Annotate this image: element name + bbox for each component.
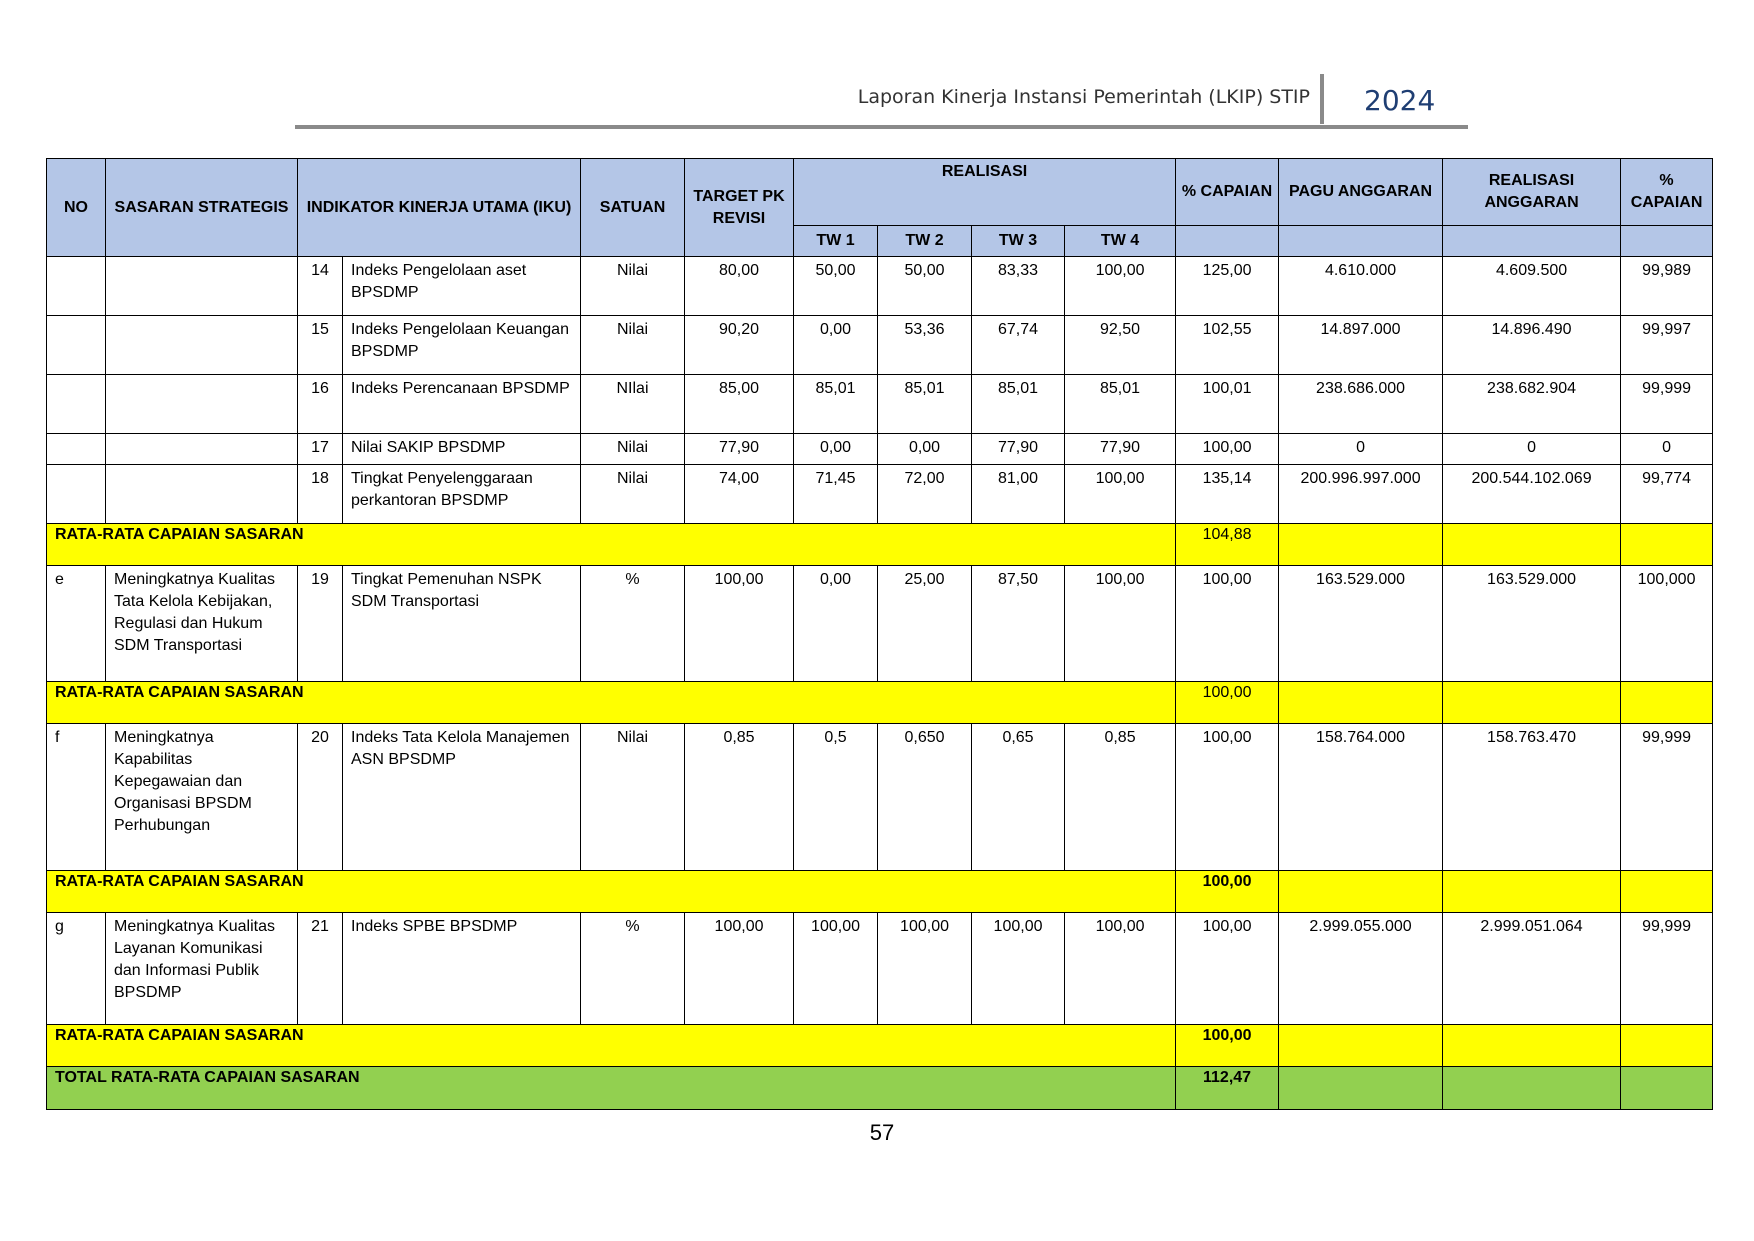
col-realisasi-anggaran: REALISASI ANGGARAN xyxy=(1443,159,1621,226)
col-tw2: TW 2 xyxy=(878,226,972,257)
total-label: TOTAL RATA-RATA CAPAIAN SASARAN xyxy=(47,1067,1176,1110)
col-tw3: TW 3 xyxy=(972,226,1065,257)
col-sasaran: SASARAN STRATEGIS xyxy=(106,159,298,257)
col-capaian-2: % CAPAIAN xyxy=(1621,159,1713,226)
report-year: 2024 xyxy=(1364,84,1436,117)
subtotal-row xyxy=(47,1025,1713,1067)
col-target: TARGET PK REVISI xyxy=(685,159,794,257)
table-row: e Meningkatnya Kualitas Tata Kelola Kebijakan, Regulasi dan Hukum SDM Transportasi 19 Tingkat Pemenuhan NSPK SDM Transportasi % 100,00 0,00 25,00 87,50 100,00 100,00 163.529.000 163.529.000 100,000 xyxy=(47,566,1713,682)
header-rule xyxy=(295,125,1468,129)
total-row xyxy=(47,1067,1713,1110)
col-blank-1 xyxy=(1176,226,1279,257)
subtotal-value: 104,88 xyxy=(1176,524,1279,566)
subtotal-row xyxy=(47,682,1713,724)
subtotal-label: RATA-RATA CAPAIAN SASARAN xyxy=(47,682,1176,724)
subtotal-label: RATA-RATA CAPAIAN SASARAN xyxy=(47,871,1176,913)
subtotal-value: 100,00 xyxy=(1176,1025,1279,1067)
performance-table xyxy=(46,158,1713,1110)
subtotal-value: 100,00 xyxy=(1176,871,1279,913)
col-no: NO xyxy=(47,159,106,257)
header-divider xyxy=(1320,74,1324,124)
table-row: 16 Indeks Perencanaan BPSDMP NIlai 85,00 85,01 85,01 85,01 85,01 100,01 238.686.000 238.682.904 99,999 xyxy=(47,375,1713,434)
col-iku: INDIKATOR KINERJA UTAMA (IKU) xyxy=(298,159,581,257)
col-tw1: TW 1 xyxy=(794,226,878,257)
table-row: 14 Indeks Pengelolaan aset BPSDMP Nilai 80,00 50,00 50,00 83,33 100,00 125,00 4.610.000 4.609.500 99,989 xyxy=(47,257,1713,316)
col-blank-4 xyxy=(1621,226,1713,257)
page-number: 57 xyxy=(869,1120,895,1145)
col-capaian: % CAPAIAN xyxy=(1176,159,1279,226)
subtotal-row xyxy=(47,524,1713,566)
subtotal-row xyxy=(47,871,1713,913)
table-row: f Meningkatnya Kapabilitas Kepegawaian dan Organisasi BPSDM Perhubungan 20 Indeks Tata Kelola Manajemen ASN BPSDMP Nilai 0,85 0,5 0,650 0,65 0,85 100,00 158.764.000 158.763.470 99,999 xyxy=(47,724,1713,871)
report-title: Laporan Kinerja Instansi Pemerintah (LKIP) STIP xyxy=(857,86,1310,108)
col-realisasi: REALISASI xyxy=(794,159,1176,226)
subtotal-value: 100,00 xyxy=(1176,682,1279,724)
subtotal-label: RATA-RATA CAPAIAN SASARAN xyxy=(47,524,1176,566)
col-pagu: PAGU ANGGARAN xyxy=(1279,159,1443,226)
total-value: 112,47 xyxy=(1176,1067,1279,1110)
table-row: 18 Tingkat Penyelenggaraan perkantoran BPSDMP Nilai 74,00 71,45 72,00 81,00 100,00 135,14 200.996.997.000 200.544.102.069 99,774 xyxy=(47,465,1713,524)
table-row: g Meningkatnya Kualitas Layanan Komunikasi dan Informasi Publik BPSDMP 21 Indeks SPBE BPSDMP % 100,00 100,00 100,00 100,00 100,00 100,00 2.999.055.000 2.999.051.064 99,999 xyxy=(47,913,1713,1025)
subtotal-label: RATA-RATA CAPAIAN SASARAN xyxy=(47,1025,1176,1067)
col-blank-3 xyxy=(1443,226,1621,257)
table-row: 15 Indeks Pengelolaan Keuangan BPSDMP Nilai 90,20 0,00 53,36 67,74 92,50 102,55 14.897.000 14.896.490 99,997 xyxy=(47,316,1713,375)
col-satuan: SATUAN xyxy=(581,159,685,257)
col-blank-2 xyxy=(1279,226,1443,257)
col-tw4: TW 4 xyxy=(1065,226,1176,257)
table-row: 17 Nilai SAKIP BPSDMP Nilai 77,90 0,00 0,00 77,90 77,90 100,00 0 0 0 xyxy=(47,434,1713,465)
